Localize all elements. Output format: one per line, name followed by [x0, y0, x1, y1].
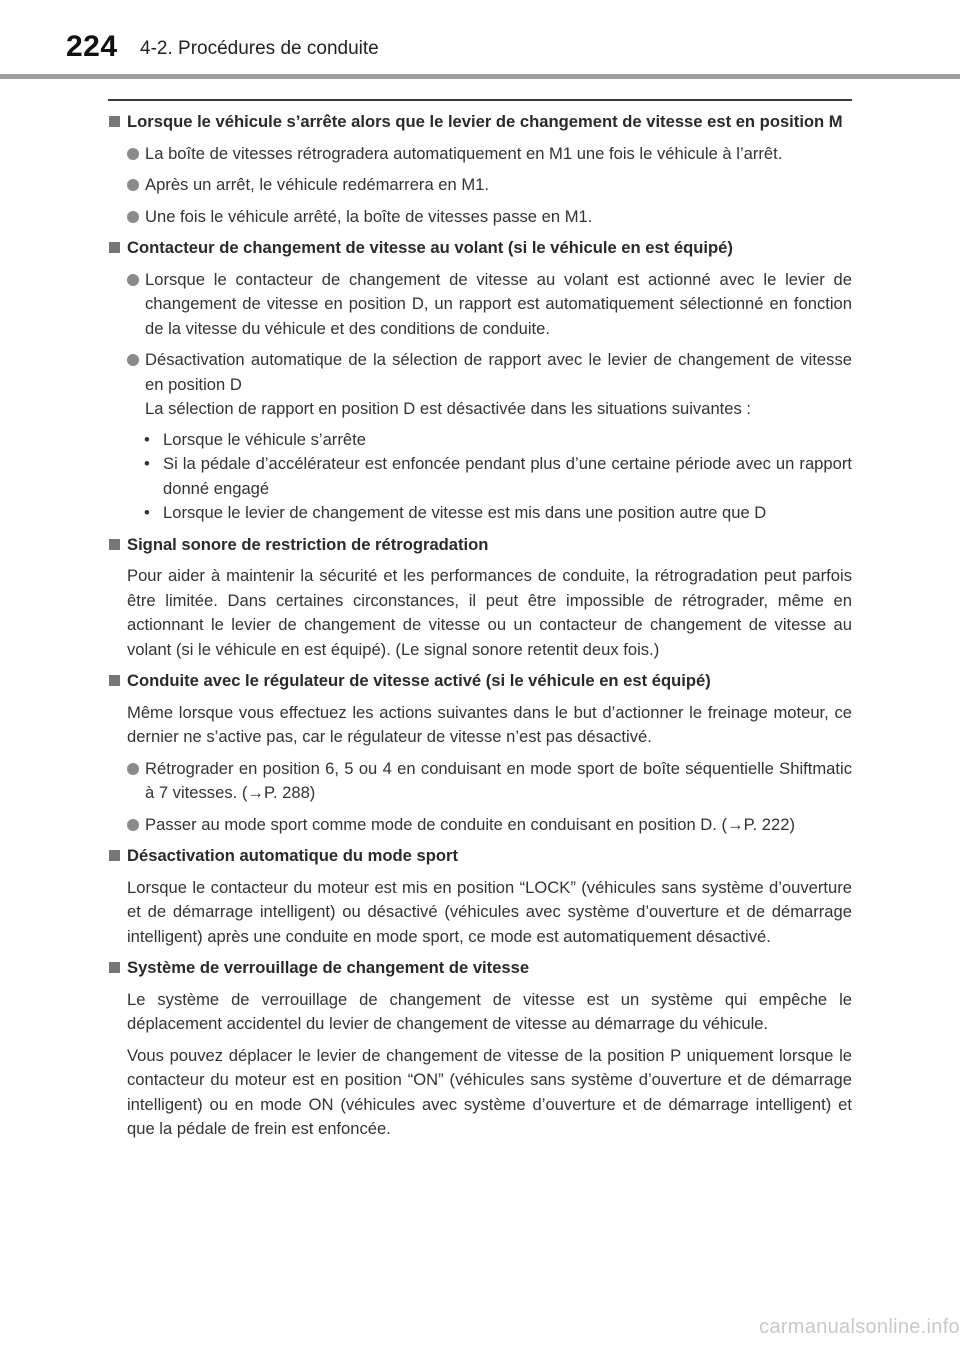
paragraph: Pour aider à maintenir la sécurité et les performances de conduite, la rétrogradation peut parfois être limitée. Dans certaines circonstances, il peut être impossible de rétrograder, même en actionnant le levier de changement de vitesse ou un contacteur de changement de vitesse au volant (si le véhicule en est équipé). (Le signal sonore retentit deux fois.): [127, 566, 852, 659]
circle-bullet-icon: [127, 354, 139, 366]
dot-bullet-icon: •: [144, 454, 150, 473]
section-cruise-control: [108, 669, 852, 837]
square-bullet-icon: [109, 675, 120, 686]
paragraph: Même lorsque vous effectuez les actions suivantes dans le but d’actionner le freinage moteur, ce dernier ne s’active pas, car le régulateur de vitesse n’est pas désactivé.: [127, 702, 852, 746]
list-item: Rétrograder en position 6, 5 ou 4 en conduisant en mode sport de boîte séquentielle Shiftmatic à 7 vitesses. (→P. 288): [108, 757, 852, 806]
section-heading: Contacteur de changement de vitesse au volant (si le véhicule en est équipé): [108, 236, 852, 261]
circle-bullet-icon: [127, 819, 139, 831]
list-item: Après un arrêt, le véhicule redémarrera en M1.: [108, 173, 852, 198]
sub-list-item: • Lorsque le levier de changement de vitesse est mis dans une position autre que D: [163, 501, 852, 526]
section-downshift-warning: [108, 533, 852, 663]
header-rule: [0, 74, 960, 79]
circle-bullet-icon: [127, 763, 139, 775]
sub-list-item: • Lorsque le véhicule s’arrête: [163, 428, 852, 453]
page-number: 224: [66, 30, 118, 63]
paragraph: Lorsque le contacteur du moteur est mis en position “LOCK” (véhicules sans système d’ouverture et de démarrage intelligent) ou désactivé (véhicules avec système d’ouverture et de démarrage intelligent) après une conduite en mode sport, ce mode est automatiquement désactivé.: [127, 877, 852, 946]
sub-list: [108, 428, 852, 526]
section-heading: Désactivation automatique du mode sport: [108, 844, 852, 869]
content-top-rule: [108, 99, 852, 101]
section-heading: Système de verrouillage de changement de vitesse: [108, 956, 852, 981]
square-bullet-icon: [109, 962, 120, 973]
section-shift-lock: [108, 956, 852, 1142]
circle-bullet-icon: [127, 148, 139, 160]
watermark: carmanualsonline.info: [759, 1316, 960, 1338]
paragraph: Vous pouvez déplacer le levier de changement de vitesse de la position P uniquement lorsque le contacteur du moteur est en position “ON” (véhicules sans système d’ouverture et de démarrage intelligent) ou en mode ON (véhicules avec système d’ouverture et de démarrage intelligent) et que la pédale de frein est enfoncée.: [127, 1045, 852, 1138]
sub-list-item: • Si la pédale d’accélérateur est enfoncée pendant plus d’une certaine période avec un rapport donné engagé: [144, 454, 852, 498]
list-item: Lorsque le contacteur de changement de vitesse au volant est actionné avec le levier de changement de vitesse en position D, un rapport est automatiquement sélectionné en fonction de la vitesse du véhicule et des conditions de conduite.: [108, 268, 852, 342]
circle-bullet-icon: [127, 274, 139, 286]
section-sport-mode-off: [108, 844, 852, 949]
list-item: Désactivation automatique de la sélection de rapport avec le levier de changement de vitesse en position D La sélection de rapport en position D est désactivée dans les situations suivantes :: [108, 348, 852, 422]
section-title: 4-2. Procédures de conduite: [140, 38, 379, 59]
square-bullet-icon: [109, 116, 120, 127]
list-item: Passer au mode sport comme mode de conduite en conduisant en position D. (→P. 222): [108, 813, 852, 838]
section-heading: Signal sonore de restriction de rétrogradation: [108, 533, 852, 558]
section-m-position-stop: [108, 110, 852, 229]
circle-bullet-icon: [127, 179, 139, 191]
dot-bullet-icon: •: [144, 429, 150, 449]
circle-bullet-icon: [127, 211, 139, 223]
section-paddle-shift: [108, 236, 852, 526]
list-item: La boîte de vitesses rétrogradera automatiquement en M1 une fois le véhicule à l’arrêt.: [108, 142, 852, 167]
paragraph: Le système de verrouillage de changement de vitesse est un système qui empêche le déplacement accidentel du levier de changement de vitesse au démarrage du véhicule.: [127, 989, 852, 1033]
square-bullet-icon: [109, 539, 120, 550]
square-bullet-icon: [109, 242, 120, 253]
section-heading: Lorsque le véhicule s’arrête alors que le levier de changement de vitesse est en position M: [108, 110, 852, 135]
dot-bullet-icon: •: [144, 503, 150, 522]
page-header: [0, 0, 960, 80]
list-item: Une fois le véhicule arrêté, la boîte de vitesses passe en M1.: [108, 205, 852, 230]
page-content: [108, 110, 852, 1149]
square-bullet-icon: [109, 850, 120, 861]
section-heading: Conduite avec le régulateur de vitesse activé (si le véhicule en est équipé): [108, 669, 852, 694]
